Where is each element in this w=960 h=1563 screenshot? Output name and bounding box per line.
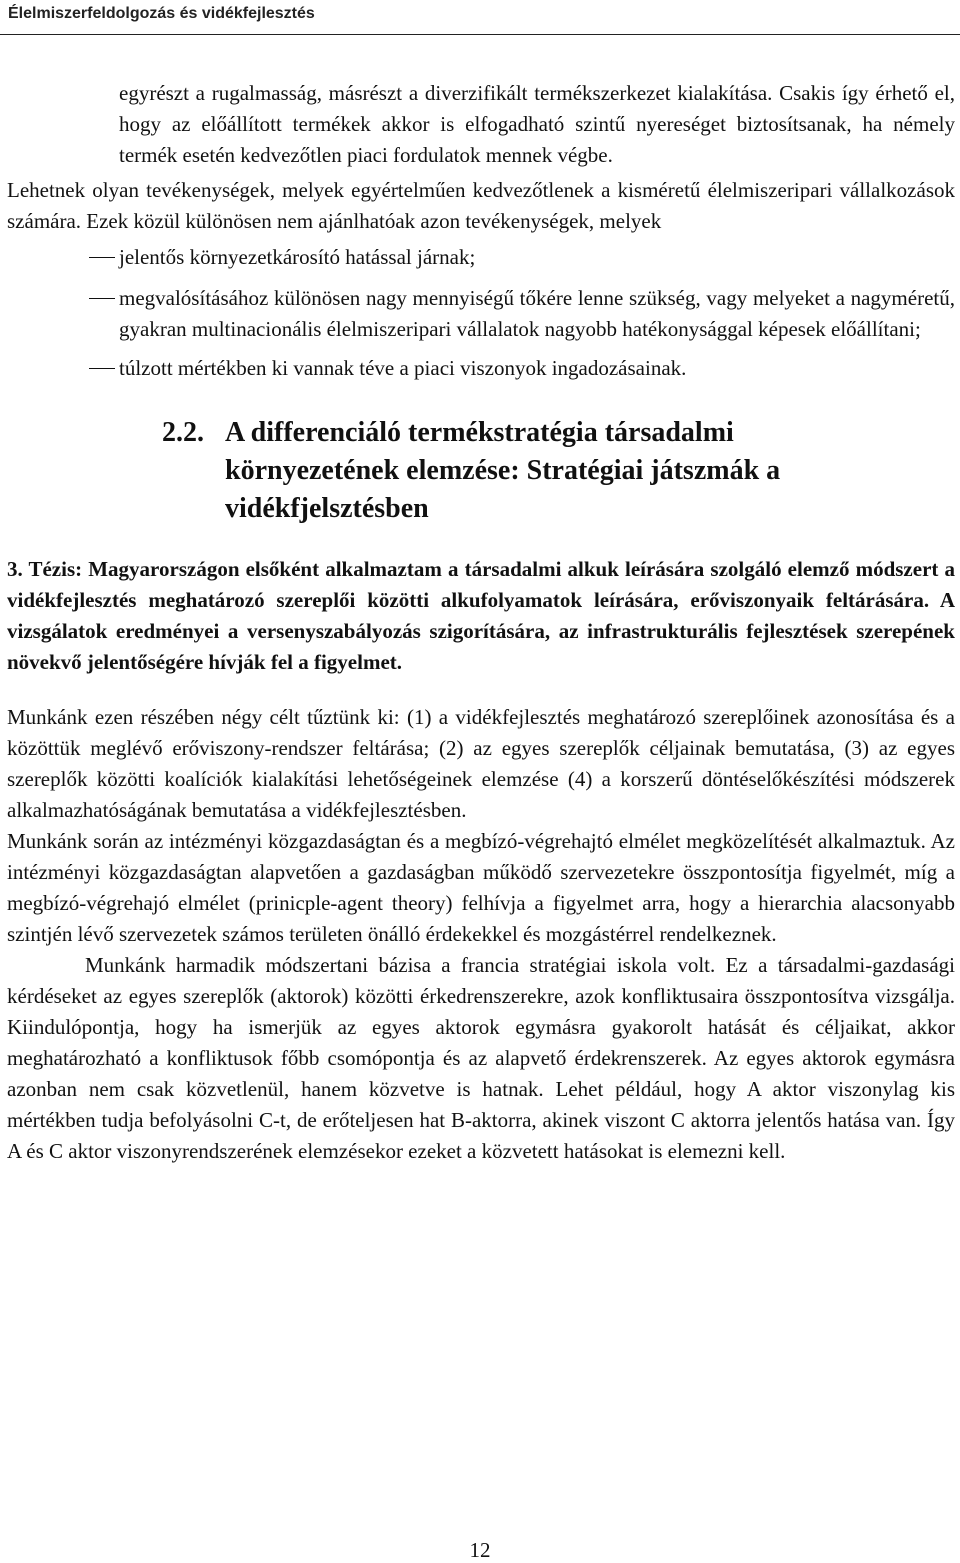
paragraph-goals: Munkánk ezen részében négy célt tűztünk ki: (1) a vidékfejlesztés meghatározó szereplőinek azonosítása és a közöttük meglévő erőviszony-rendszer feltárása; (2) az egyes szereplők céljainak bemutatása, (3) az egyes szereplők közötti koalíciók kialakítási lehetőségeinek elemzése (4) a korszerű döntéselőkészítési módszerek alkalmazhatóságának bemutatása a vidékfejlesztésben. — [7, 705, 955, 822]
paragraph-french-school: Munkánk harmadik módszertani bázisa a francia stratégiai iskola volt. Ez a társadalmi-gazdasági kérdéseket az egyes szereplők (aktorok) közötti érkedrenszerekre, azok konfliktusaira összpontosítva vizsgálja. Kiindulópontja, hogy ha ismerjük az egyes aktorok egymásra gyakorolt hatását és céljaikat, akkor meghatározható a konfliktusok főbb csomópontja és az alapvető érdekrenszerek. Az egyes aktorok egymásra azonban nem csak közvetlenül, hanem közvetve is hatnak. Lehet például, hogy A aktor viszonylag kis mértékben tudja befolyásolni C-t, de erőteljesen hat B-aktorra, akinek viszont C aktorra jelentős hatása van. Így A és C aktor viszonyrendszerének elemzésekor ezeket a közvetett hatásokat is elemezni kell. — [7, 953, 955, 1163]
list-item — [119, 242, 955, 273]
list-item — [119, 283, 955, 345]
list-item-text: túlzott mértékben ki vannak téve a piaci viszonyok ingadozásainak. — [119, 356, 687, 380]
page-content — [7, 78, 955, 1167]
section-heading — [162, 414, 842, 528]
paragraph-institutional: Munkánk során az intézményi közgazdaságtan és a megbízó-végrehajtó elmélet megközelítését alkalmaztuk. Az intézményi közgazdaságtan alapvetően a gazdaságban működő szervezetekre összpontosítja figyelmét, míg a megbízó-végrehajó elmélet (prinicple-agent theory) felhívja a figyelmet arra, hogy a hierarchia alacsonyabb szintjén lévő szervezetek számos területen önálló érdekekkel és mozgástérrel rendelkeznek. — [7, 829, 955, 946]
paragraph-intro: egyrészt a rugalmasság, másrészt a diverzifikált termékszerkezet kialakítása. Csakis így érhető el, hogy az előállított termékek akkor is elfogadható szintű nyereséget biztosítsanak, ha némely termék esetén kedvezőtlen piaci fordulatok mennek végbe. — [119, 81, 955, 167]
list-item — [119, 353, 955, 384]
page-number: 12 — [469, 1538, 491, 1562]
section-number: 2.2. — [162, 417, 204, 448]
paragraph-activities: Lehetnek olyan tevékenységek, melyek egyértelműen kedvezőtlenek a kisméretű élelmiszeripari vállalkozások számára. Ezek közül különösen nem ajánlhatóak azon tevékenységek, melyek — [7, 178, 955, 233]
dash-bullet — [89, 298, 115, 299]
list-item-text: megvalósításához különösen nagy mennyiségű tőkére lenne szükség, vagy melyeket a nagyméretű, gyakran multinacionális élelmiszeripari vállalatok nagyobb hatékonysággal képesek előállítani; — [119, 286, 955, 341]
dash-bullet — [89, 257, 115, 258]
list-item-text: jelentős környezetkárosító hatással járnak; — [119, 245, 476, 269]
section-title: A differenciáló termékstratégia társadalmi környezetének elemzése: Stratégiai játszmák a vidékfjelsztésben — [225, 417, 781, 524]
running-header — [0, 0, 960, 35]
dash-bullet — [89, 368, 115, 369]
thesis-paragraph: 3. Tézis: Magyarországon elsőként alkalmaztam a társadalmi alkuk leírására szolgáló elemző módszert a vidékfejlesztés meghatározó szereplői közötti alkufolyamatok leírására, erőviszonyaik feltárására. A vizsgálatok eredményei a versenyszabályozás szigorítására, az infrastrukturális fejlesztések szerepének növekvő jelentőségére hívják fel a figyelmet. — [7, 557, 955, 674]
running-header-title: Élelmiszerfeldolgozás és vidékfejlesztés — [8, 5, 315, 22]
